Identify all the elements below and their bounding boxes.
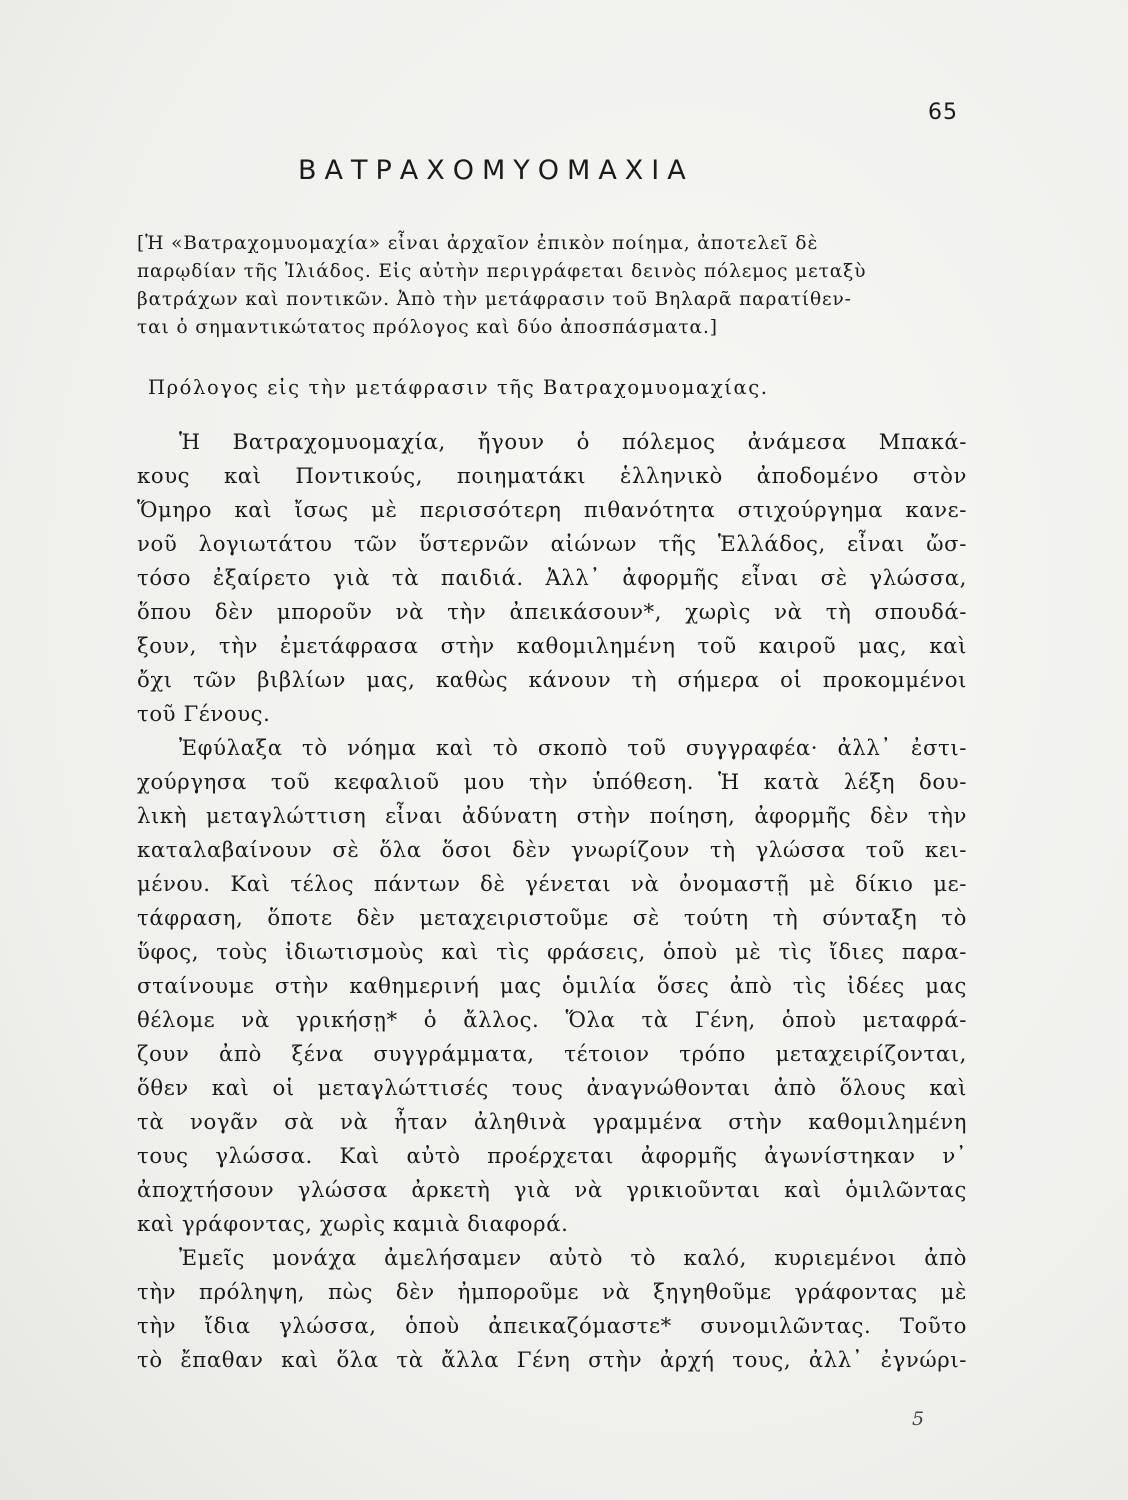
section-subtitle: Πρόλογος εἰς τὴν μετάφρασιν τῆς Βατραχομυομαχίας. xyxy=(148,376,769,399)
signature-mark: 5 xyxy=(912,1408,925,1430)
body-line: τὴν ἴδια γλώσσα, ὁποὺ ἀπεικαζόμαστε* συνομιλῶντας. Τοῦτο xyxy=(137,1313,967,1338)
body-line: τὰ νογᾶν σὰ νὰ ἦταν ἀληθινὰ γραμμένα στὴν καθομιλημένη xyxy=(137,1109,967,1134)
body-line: καταλαβαίνουν σὲ ὅλα ὅσοι δὲν γνωρίζουν τὴ γλώσσα τοῦ κει- xyxy=(137,837,967,862)
intro-line: παρῳδίαν τῆς Ἰλιάδος. Εἰς αὐτὴν περιγράφεται δεινὸς πόλεμος μεταξὺ xyxy=(137,261,867,282)
body-line: Ὅμηρο καὶ ἴσως μὲ περισσότερη πιθανότητα στιχούργημα κανε- xyxy=(137,497,967,522)
intro-note xyxy=(137,230,967,342)
body-line: ὕφος, τοὺς ἰδιωτισμοὺς καὶ τὶς φράσεις, ὁποὺ μὲ τὶς ἴδιες παρα- xyxy=(137,939,967,964)
body-line: τόσο ἐξαίρετο γιὰ τὰ παιδιά. Ἀλλ᾽ ἀφορμῆς εἶναι σὲ γλώσσα, xyxy=(137,565,967,590)
body-text xyxy=(137,425,967,1377)
body-line: τάφραση, ὅποτε δὲν μεταχειριστοῦμε σὲ τούτη τὴ σύνταξη τὸ xyxy=(137,905,967,930)
body-line: μένου. Καὶ τέλος πάντων δὲ γένεται νὰ ὀνομαστῇ μὲ δίκιο με- xyxy=(137,871,967,896)
body-line: Ἡ Βατραχομυομαχία, ἤγουν ὁ πόλεμος ἀνάμεσα Μπακά- xyxy=(179,429,967,454)
intro-line: ται ὁ σημαντικώτατος πρόλογος καὶ δύο ἀποσπάσματα.] xyxy=(137,317,718,338)
body-line: χούργησα τοῦ κεφαλιοῦ μου τὴν ὑπόθεση. Ἡ κατὰ λέξη δου- xyxy=(137,769,967,794)
body-line: Ἐμεῖς μονάχα ἀμελήσαμεν αὐτὸ τὸ καλό, κυριεμένοι ἀπὸ xyxy=(179,1245,967,1270)
body-line: ξουν, τὴν ἐμετάφρασα στὴν καθομιλημένη τοῦ καιροῦ μας, καὶ xyxy=(137,633,967,658)
body-line: νοῦ λογιωτάτου τῶν ὕστερνῶν αἰώνων τῆς Ἑλλάδος, εἶναι ὤσ- xyxy=(137,531,967,556)
body-line: ἀποχτήσουν γλώσσα ἀρκετὴ γιὰ νὰ γρικιοῦνται καὶ ὁμιλῶντας xyxy=(137,1177,967,1202)
body-line: σταίνουμε στὴν καθημερινή μας ὁμιλία ὅσες ἀπὸ τὶς ἰδέες μας xyxy=(137,973,967,998)
body-line: ζουν ἀπὸ ξένα συγγράμματα, τέτοιον τρόπο μεταχειρίζονται, xyxy=(137,1041,967,1066)
intro-line: βατράχων καὶ ποντικῶν. Ἀπὸ τὴν μετάφρασιν τοῦ Βηλαρᾶ παρατίθεν- xyxy=(137,289,852,310)
body-line: τὴν πρόληψη, πὼς δὲν ἠμποροῦμε νὰ ξηγηθοῦμε γράφοντας μὲ xyxy=(137,1279,967,1304)
body-line: λικὴ μεταγλώττιση εἶναι ἀδύνατη στὴν ποίηση, ἀφορμῆς δὲν τὴν xyxy=(137,803,967,828)
page-title: ΒΑΤΡΑΧΟΜΥΟΜΑΧΙΑ xyxy=(298,155,694,186)
body-line: τοῦ Γένους. xyxy=(137,701,271,726)
body-line: κους καὶ Ποντικούς, ποιηματάκι ἑλληνικὸ ἀποδομένο στὸν xyxy=(137,463,967,488)
body-line: Ἐφύλαξα τὸ νόημα καὶ τὸ σκοπὸ τοῦ συγγραφέα· ἀλλ᾽ ἐστι- xyxy=(179,735,967,760)
body-line: καὶ γράφοντας, χωρὶς καμιὰ διαφορά. xyxy=(137,1211,569,1236)
body-line: τους γλώσσα. Καὶ αὐτὸ προέρχεται ἀφορμῆς ἀγωνίστηκαν ν᾽ xyxy=(137,1143,967,1168)
page-number: 65 xyxy=(928,100,958,125)
body-line: τὸ ἔπαθαν καὶ ὅλα τὰ ἄλλα Γένη στὴν ἀρχή τους, ἀλλ᾽ ἐγνώρι- xyxy=(137,1347,967,1372)
body-line: θέλομε νὰ γρικήσῃ* ὁ ἄλλος. Ὅλα τὰ Γένη, ὁποὺ μεταφρά- xyxy=(137,1007,967,1032)
body-line: ὅθεν καὶ οἱ μεταγλώττισές τους ἀναγνώθονται ἀπὸ ὅλους καὶ xyxy=(137,1075,967,1100)
body-line: ὄχι τῶν βιβλίων μας, καθὼς κάνουν τὴ σήμερα οἱ προκομμένοι xyxy=(137,667,967,692)
intro-line: [Ἡ «Βατραχομυομαχία» εἶναι ἀρχαῖον ἐπικὸν ποίημα, ἀποτελεῖ δὲ xyxy=(137,233,819,254)
body-line: ὅπου δὲν μποροῦν νὰ τὴν ἀπεικάσουν*, χωρὶς νὰ τὴ σπουδά- xyxy=(137,599,967,624)
